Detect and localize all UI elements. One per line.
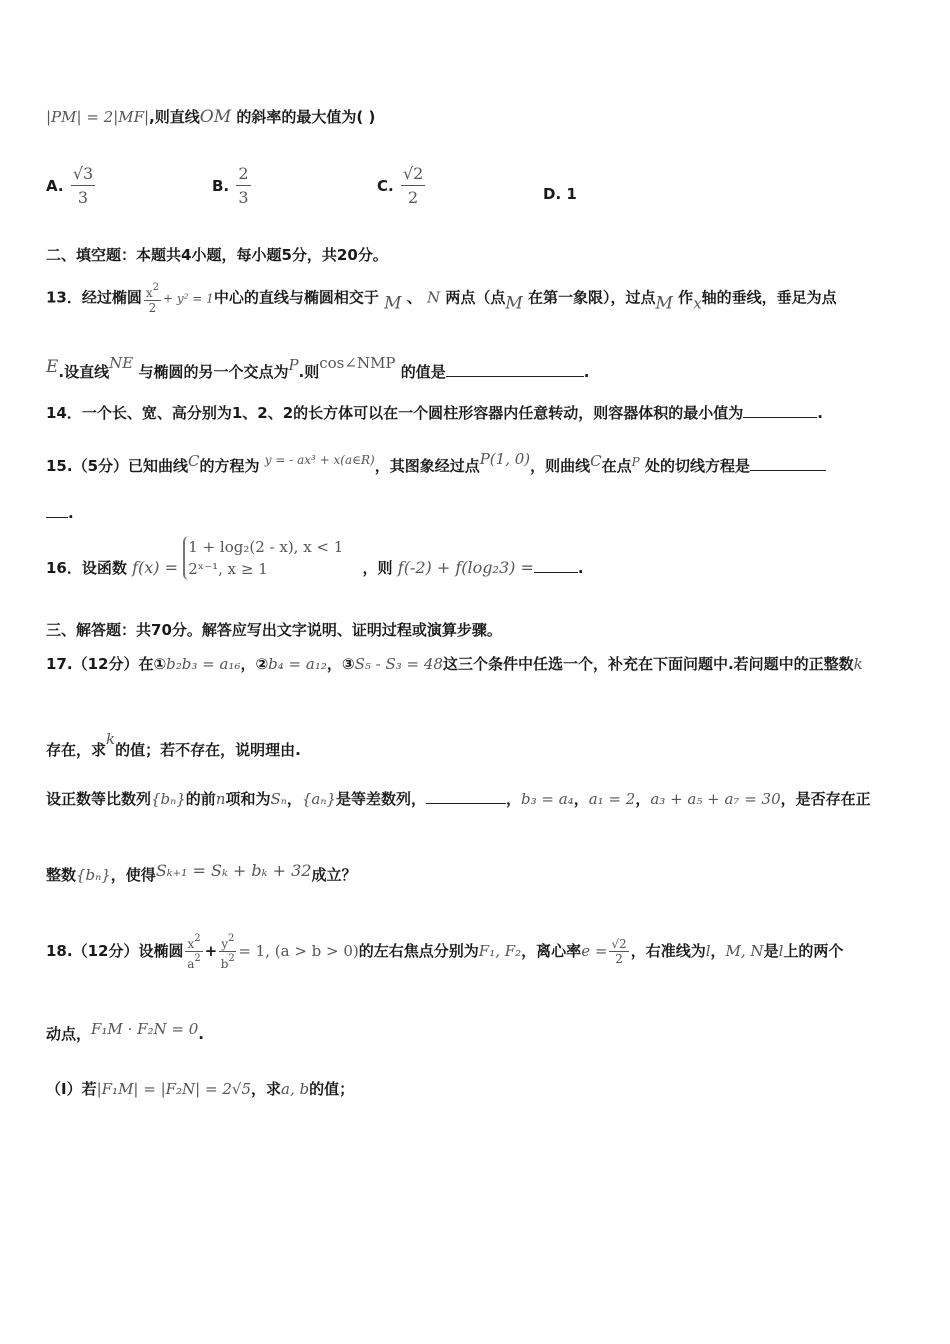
q17-line-3: 设正数等比数列{bₙ}的前n项和为Sₙ，{aₙ}是等差数列， ，b₃ = a₄，a₁ = 2，a₃ + a₅ + a₇ = 30，是否存在正 (46, 790, 871, 808)
q16-line: 16．设函数 f(x) = 1 + log₂(2 - x), x < 1 2ˣ⁻¹, x ≥ 1 ，则 f(-2) + f(log₂3) = . (46, 537, 584, 578)
choice-b[interactable]: B. $\frac{2}{3}$ (212, 164, 249, 207)
q17-line-1: 17.（12分）在①b₂b₃ = a₁₆，②b₄ = a₁₂，③S₅ - S₃ = 48这三个条件中任选一个，补充在下面问题中.若问题中的正整数k (46, 655, 863, 673)
q17-line-4: 整数{bₙ}，使得Sₖ₊₁ = Sₖ + bₖ + 32成立？ (46, 861, 357, 884)
choice-a[interactable]: A. $\frac{√3}{3}$ (46, 164, 94, 207)
q13-answer-blank[interactable] (446, 362, 584, 377)
q14-answer-blank[interactable] (743, 403, 817, 418)
q18-line-2: 动点，F₁M · F₂N = 0. (46, 1020, 204, 1043)
section-3-heading: 三、解答题：共70分。解答应写出文字说明、证明过程或演算步骤。 (46, 621, 502, 639)
q14-line: 14．一个长、宽、高分别为1、2、2的长方体可以在一个圆柱形容器内任意转动，则容器体积的最小值为 . (46, 404, 823, 422)
q15-answer-blank[interactable] (750, 456, 826, 471)
section-2-heading: 二、填空题：本题共4小题，每小题5分，共20分。 (46, 246, 388, 264)
choice-d[interactable]: D. 1 (543, 185, 577, 203)
q15-line-2: . (46, 502, 906, 524)
choice-c[interactable]: C. $\frac{√2}{2}$ (377, 164, 424, 207)
q16-answer-blank[interactable] (534, 562, 578, 573)
q12-line: |PM| = 2|MF|,则直线OM 的斜率的最大值为( ) (46, 107, 376, 127)
q18-part1: （Ⅰ）若|F₁M| = |F₂N| = 2√5，求a, b的值； (46, 1080, 355, 1098)
q13-line-1: 13．经过椭圆 $\frac{x^2}{2}$ + y² = 1中心的直线与椭圆相交于 M 、 N 两点（点M 在第一象限），过点M 作x轴的垂线，垂足为点 (46, 282, 837, 315)
q13-line-2: E.设直线NE 与椭圆的另一个交点为P.则cos∠NMP 的值是 . (46, 354, 590, 381)
q17-line-2: 存在，求k的值；若不存在，说明理由. (46, 730, 301, 759)
q17-condition-blank[interactable] (426, 789, 506, 804)
q18-line-1: 18.（12分）设椭圆 $\frac{x^2}{a^2}$ + $\frac{y^2}{b^2}$ = 1, (a > b > 0)的左右焦点分别为F₁, F₂，离心率e = $\frac{√2}{2}$ ，右准线为l，M, N是l上的两个 (46, 933, 844, 971)
q15-line-1: 15.（5分）已知曲线C的方程为 $^{y = - ax^3 + x(a\in R)}$，其图象经过点P(1, 0)，则曲线C在点$^P$ 处的切线方程是 (46, 448, 906, 477)
q12-expr: |PM| = 2|MF| (46, 108, 150, 126)
